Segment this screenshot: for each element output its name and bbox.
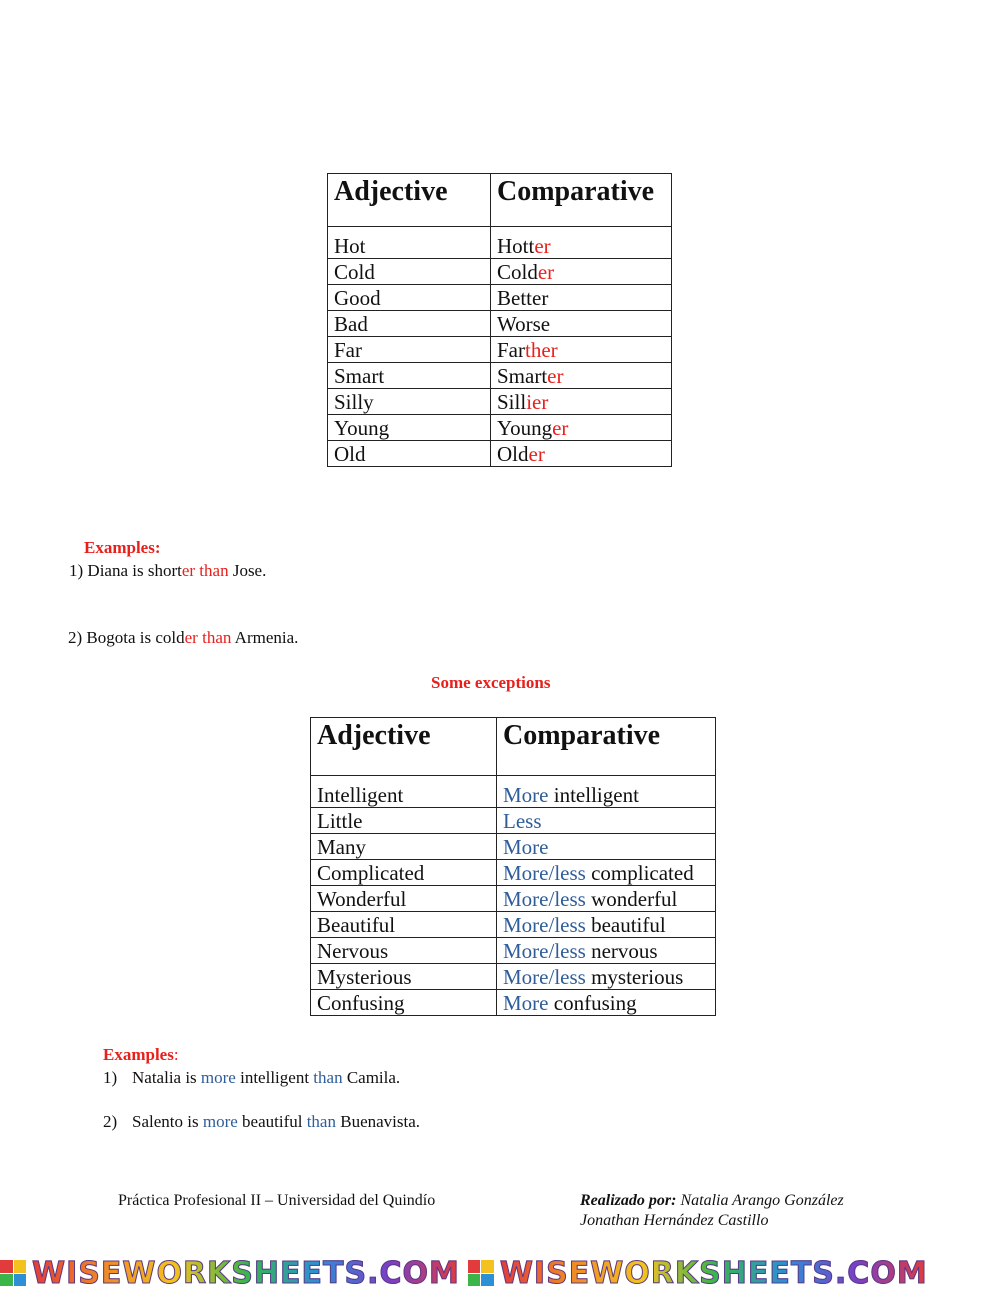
- adjective-cell: Good: [328, 285, 491, 311]
- brand-unit: [468, 1256, 928, 1291]
- comparative-modifier: More/less: [503, 938, 586, 963]
- comparative-modifier: More: [503, 834, 549, 859]
- comparative-cell: [491, 363, 672, 389]
- comparative-cell: [491, 441, 672, 467]
- comparative-base: Cold: [497, 259, 538, 284]
- comparative-modifier: More/less: [503, 964, 586, 989]
- comparative-base: Old: [497, 441, 529, 466]
- comparative-modifier: More/less: [503, 912, 586, 937]
- comparative-base: Far: [497, 337, 525, 362]
- table-row: [328, 259, 672, 285]
- comparative-base: Hott: [497, 234, 535, 258]
- comparative-modifier: More: [503, 990, 549, 1015]
- wiseworksheets-logo-icon: [468, 1260, 494, 1286]
- example-text: Armenia.: [231, 628, 299, 647]
- example-highlight: more: [202, 1112, 238, 1131]
- comparative-cell: [497, 808, 716, 834]
- example-text: beautiful: [237, 1112, 307, 1131]
- comparative-word: complicated: [585, 860, 694, 885]
- comparative-suffix: ier: [526, 389, 549, 414]
- header-comparative: Comparative: [497, 718, 716, 776]
- table-row: [311, 912, 716, 938]
- example-sentence-1: [69, 561, 266, 581]
- comparative-modifier: Less: [503, 808, 542, 833]
- wiseworksheets-logo-icon: [0, 1260, 26, 1286]
- comparative-suffix: ther: [525, 337, 558, 362]
- author-name: Jonathan Hernández Castillo: [580, 1212, 769, 1229]
- table-row: [328, 311, 672, 337]
- comparative-base: Worse: [497, 311, 551, 336]
- example-text: Jose.: [228, 561, 267, 580]
- example-number: 1): [103, 1068, 118, 1087]
- adjective-cell: Beautiful: [311, 912, 497, 938]
- comparative-cell: [497, 912, 716, 938]
- credit-label: Realizado por:: [580, 1192, 677, 1209]
- header-adjective: Adjective: [311, 718, 497, 776]
- comparative-suffix: er: [534, 234, 551, 258]
- table-row: [311, 964, 716, 990]
- example-text: Buenavista.: [335, 1112, 421, 1131]
- table-row: [311, 990, 716, 1016]
- comparative-cell: [491, 337, 672, 363]
- comparative-cell: [497, 834, 716, 860]
- comparative-cell: [491, 415, 672, 441]
- comparative-cell: [497, 860, 716, 886]
- brand-watermark: [0, 1255, 1000, 1291]
- comparative-base: Sill: [497, 389, 527, 414]
- adjective-cell: Old: [328, 441, 491, 467]
- comparative-cell: [491, 389, 672, 415]
- exceptions-heading: Some exceptions: [431, 673, 551, 692]
- adjective-cell: Cold: [328, 259, 491, 285]
- adjective-cell: Little: [311, 808, 497, 834]
- table-row: [328, 337, 672, 363]
- example-sentence-4: [103, 1112, 420, 1132]
- example-number: 2): [103, 1112, 118, 1131]
- comparative-base: Better: [497, 285, 549, 310]
- table-row: [311, 938, 716, 964]
- comparative-suffix: er: [537, 259, 555, 284]
- table-row: [311, 860, 716, 886]
- examples-heading: Examples:: [84, 538, 161, 557]
- example-text: 1) Diana is short: [69, 561, 182, 580]
- adjective-cell: Young: [328, 415, 491, 441]
- adjective-cell: Complicated: [311, 860, 497, 886]
- comparative-cell: [491, 259, 672, 285]
- adjective-cell: Nervous: [311, 938, 497, 964]
- comparative-cell: [497, 886, 716, 912]
- comparative-word: nervous: [585, 938, 658, 963]
- table-row: [328, 363, 672, 389]
- examples-heading-text: Examples: [103, 1045, 174, 1064]
- example-text: 2) Bogota is cold: [68, 628, 185, 647]
- example-text: Camila.: [342, 1068, 401, 1087]
- comparative-cell: [497, 776, 716, 808]
- example-text: Salento is: [132, 1112, 203, 1131]
- comparative-modifier: More/less: [503, 886, 586, 911]
- comparative-word: mysterious: [585, 964, 684, 989]
- comparative-suffix: er: [547, 363, 564, 388]
- examples-heading-colon: :: [173, 1045, 179, 1064]
- comparative-cell: [497, 990, 716, 1016]
- table-row: [328, 285, 672, 311]
- exceptions-table: [310, 717, 716, 1016]
- comparative-word: wonderful: [585, 886, 678, 911]
- example-text: Natalia is: [132, 1068, 201, 1087]
- comparative-cell: [491, 311, 672, 337]
- header-comparative: Comparative: [491, 174, 672, 227]
- adjective-cell: Smart: [328, 363, 491, 389]
- table-row: [311, 886, 716, 912]
- comparative-table: [327, 173, 672, 467]
- comparative-cell: [497, 938, 716, 964]
- brand-unit: [0, 1256, 460, 1291]
- examples-heading-2: [103, 1045, 179, 1065]
- example-highlight: er than: [184, 628, 232, 647]
- adjective-cell: Mysterious: [311, 964, 497, 990]
- example-sentence-2: [68, 628, 298, 648]
- comparative-modifier: More/less: [503, 860, 586, 885]
- table-row: [328, 389, 672, 415]
- brand-text: WISEWORKSHEETS.COM: [499, 1255, 928, 1291]
- footer-credits: [580, 1192, 844, 1210]
- example-highlight: er than: [181, 561, 229, 580]
- comparative-cell: [491, 285, 672, 311]
- table-row: [328, 415, 672, 441]
- adjective-cell: Silly: [328, 389, 491, 415]
- comparative-modifier: More: [503, 783, 549, 807]
- example-highlight: more: [200, 1068, 236, 1087]
- table-header-row: [328, 174, 672, 227]
- table-row: [311, 776, 716, 808]
- brand-text: WISEWORKSHEETS.COM: [32, 1255, 460, 1291]
- comparative-base: Smart: [497, 363, 548, 388]
- comparative-word: intelligent: [548, 783, 639, 807]
- table-row: [311, 808, 716, 834]
- example-text: intelligent: [235, 1068, 314, 1087]
- adjective-cell: Far: [328, 337, 491, 363]
- adjective-cell: Wonderful: [311, 886, 497, 912]
- example-highlight: than: [306, 1112, 336, 1131]
- comparative-cell: [491, 227, 672, 259]
- adjective-cell: Intelligent: [311, 776, 497, 808]
- adjective-cell: Bad: [328, 311, 491, 337]
- comparative-cell: [497, 964, 716, 990]
- author-name: Natalia Arango González: [676, 1192, 844, 1209]
- comparative-word: confusing: [548, 990, 637, 1015]
- header-adjective: Adjective: [328, 174, 491, 227]
- table-row: [328, 441, 672, 467]
- table-row: [328, 227, 672, 259]
- table-header-row: [311, 718, 716, 776]
- example-sentence-3: [103, 1068, 400, 1088]
- adjective-cell: Many: [311, 834, 497, 860]
- footer-author-2: [580, 1212, 768, 1230]
- footer-course: Práctica Profesional II – Universidad del Quindío: [118, 1192, 436, 1209]
- table-row: [311, 834, 716, 860]
- comparative-suffix: er: [528, 441, 545, 466]
- comparative-suffix: er: [552, 415, 569, 440]
- comparative-base: Young: [497, 415, 553, 440]
- example-highlight: than: [313, 1068, 343, 1087]
- comparative-word: beautiful: [585, 912, 666, 937]
- adjective-cell: Hot: [328, 227, 491, 259]
- adjective-cell: Confusing: [311, 990, 497, 1016]
